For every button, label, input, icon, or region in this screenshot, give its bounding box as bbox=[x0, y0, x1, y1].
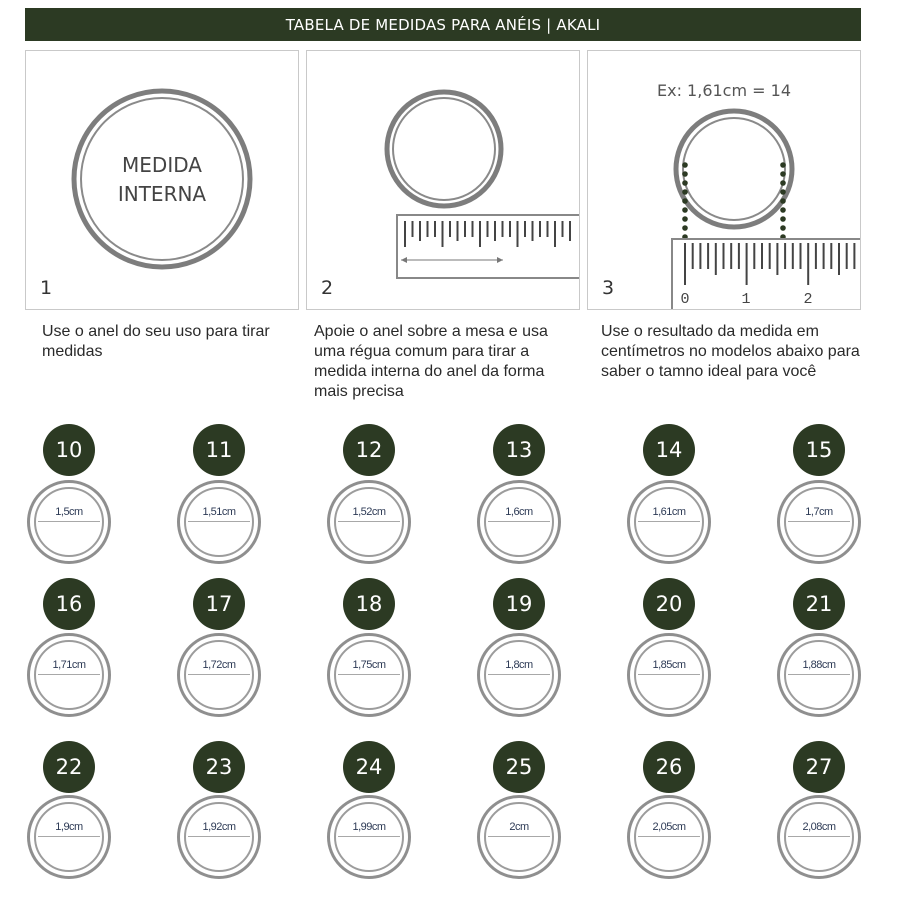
size-ring bbox=[27, 480, 111, 564]
measure-line bbox=[188, 674, 250, 675]
measure-line bbox=[38, 521, 100, 522]
ruler-label-1: 1 bbox=[741, 291, 751, 308]
ring-inner bbox=[184, 640, 254, 710]
size-badge: 20 bbox=[643, 578, 695, 630]
size-badge: 21 bbox=[793, 578, 845, 630]
measure-label: 1,92cm bbox=[202, 821, 236, 833]
size-badge: 10 bbox=[43, 424, 95, 476]
step-number: 3 bbox=[602, 277, 615, 299]
measure-label: 1,75cm bbox=[352, 659, 386, 671]
guide-dot bbox=[682, 189, 688, 195]
measure-line bbox=[338, 521, 400, 522]
guide-dot bbox=[780, 207, 786, 213]
step-1-caption: Use o anel do seu uso para tirar medidas bbox=[42, 323, 270, 360]
page-title: TABELA DE MEDIDAS PARA ANÉIS | AKALI bbox=[285, 15, 601, 34]
measure-label: 1,52cm bbox=[352, 506, 386, 518]
size-badge: 15 bbox=[793, 424, 845, 476]
step-number: 2 bbox=[321, 277, 334, 299]
size-ring bbox=[177, 633, 261, 717]
measure-label: 1,6cm bbox=[505, 506, 533, 518]
size-badge: 19 bbox=[493, 578, 545, 630]
ring-inner bbox=[634, 487, 704, 557]
measure-label: 2,05cm bbox=[652, 821, 686, 833]
size-badge: 23 bbox=[193, 741, 245, 793]
step-3-panel bbox=[587, 50, 861, 310]
size-badge: 13 bbox=[493, 424, 545, 476]
guide-dot bbox=[682, 162, 688, 168]
guide-dot bbox=[780, 162, 786, 168]
size-badge: 11 bbox=[193, 424, 245, 476]
size-ring bbox=[777, 633, 861, 717]
measure-label: 1,61cm bbox=[652, 506, 686, 518]
size-ring bbox=[777, 795, 861, 879]
measure-line bbox=[488, 674, 550, 675]
ring-inner bbox=[634, 802, 704, 872]
measure-line bbox=[788, 836, 850, 837]
size-ring bbox=[627, 795, 711, 879]
measure-line bbox=[38, 674, 100, 675]
guide-dot bbox=[780, 216, 786, 222]
size-ring bbox=[327, 480, 411, 564]
measure-line bbox=[188, 836, 250, 837]
measure-label: 1,7cm bbox=[805, 506, 833, 518]
measure-label: 1,72cm bbox=[202, 659, 236, 671]
inner-label-line-2: INTERNA bbox=[117, 182, 207, 206]
ring-inner bbox=[334, 802, 404, 872]
ring-inner bbox=[484, 640, 554, 710]
measure-line bbox=[638, 674, 700, 675]
measure-line bbox=[338, 674, 400, 675]
measure-line bbox=[488, 836, 550, 837]
measure-line bbox=[488, 521, 550, 522]
size-badge: 17 bbox=[193, 578, 245, 630]
ring-inner bbox=[484, 487, 554, 557]
size-badge: 24 bbox=[343, 741, 395, 793]
ring-inner bbox=[484, 802, 554, 872]
ring-inner bbox=[334, 640, 404, 710]
step-number: 1 bbox=[40, 277, 53, 299]
measure-line bbox=[188, 521, 250, 522]
ring-inner bbox=[334, 487, 404, 557]
measure-label: 2cm bbox=[509, 821, 529, 833]
measure-label: 1,9cm bbox=[55, 821, 83, 833]
measure-label: 1,99cm bbox=[352, 821, 386, 833]
example-text: Ex: 1,61cm = 14 bbox=[657, 81, 791, 100]
ring-inner bbox=[784, 802, 854, 872]
measure-label: 1,51cm bbox=[202, 506, 236, 518]
measure-line bbox=[788, 521, 850, 522]
ring-inner bbox=[34, 640, 104, 710]
size-ring bbox=[177, 795, 261, 879]
size-ring bbox=[777, 480, 861, 564]
size-ring bbox=[477, 795, 561, 879]
size-ring bbox=[177, 480, 261, 564]
measure-label: 1,8cm bbox=[505, 659, 533, 671]
guide-dot bbox=[780, 225, 786, 231]
guide-dot bbox=[682, 198, 688, 204]
guide-dot bbox=[682, 171, 688, 177]
guide-dot bbox=[780, 198, 786, 204]
size-badge: 22 bbox=[43, 741, 95, 793]
ring-inner bbox=[184, 487, 254, 557]
step-2-caption: Apoie o anel sobre a mesa e usa uma régua comum para tirar a medida interna do anel da forma mais precisa bbox=[314, 323, 548, 400]
size-badge: 25 bbox=[493, 741, 545, 793]
step-3-caption: Use o resultado da medida em centímetros no modelos abaixo para saber o tamno ideal para você bbox=[601, 323, 860, 380]
size-ring bbox=[27, 795, 111, 879]
size-badge: 12 bbox=[343, 424, 395, 476]
measure-label: 1,5cm bbox=[55, 506, 83, 518]
inner-label-line-1: MEDIDA bbox=[122, 153, 202, 177]
step-2-panel bbox=[306, 50, 580, 310]
guide-dot bbox=[780, 180, 786, 186]
guide-dot bbox=[780, 189, 786, 195]
size-ring bbox=[627, 633, 711, 717]
ring-inner bbox=[784, 487, 854, 557]
guide-dot bbox=[682, 225, 688, 231]
guide-dot bbox=[682, 180, 688, 186]
ring-inner bbox=[34, 487, 104, 557]
ruler-label-0: 0 bbox=[680, 291, 690, 308]
measure-label: 1,88cm bbox=[802, 659, 836, 671]
size-badge: 27 bbox=[793, 741, 845, 793]
size-ring bbox=[477, 480, 561, 564]
guide-dot bbox=[682, 216, 688, 222]
measure-label: 2,08cm bbox=[802, 821, 836, 833]
measure-line bbox=[638, 836, 700, 837]
ring-inner bbox=[784, 640, 854, 710]
size-ring bbox=[477, 633, 561, 717]
guide-dot bbox=[682, 207, 688, 213]
size-ring bbox=[327, 795, 411, 879]
size-ring bbox=[627, 480, 711, 564]
header-title-bar bbox=[25, 8, 861, 41]
step-1-panel bbox=[25, 50, 299, 310]
measure-line bbox=[38, 836, 100, 837]
size-badge: 26 bbox=[643, 741, 695, 793]
measure-illustration bbox=[588, 51, 860, 309]
size-ring bbox=[27, 633, 111, 717]
size-ring bbox=[327, 633, 411, 717]
size-badge: 14 bbox=[643, 424, 695, 476]
measure-label: 1,85cm bbox=[652, 659, 686, 671]
inner-measure-label bbox=[26, 151, 298, 209]
ring-inner bbox=[34, 802, 104, 872]
measure-line bbox=[788, 674, 850, 675]
guide-dot bbox=[780, 171, 786, 177]
size-badge: 16 bbox=[43, 578, 95, 630]
ruler-illustration bbox=[307, 51, 579, 309]
ring-inner bbox=[184, 802, 254, 872]
ruler-label-2: 2 bbox=[803, 291, 813, 308]
ring-inner bbox=[634, 640, 704, 710]
measure-line bbox=[338, 836, 400, 837]
size-badge: 18 bbox=[343, 578, 395, 630]
measure-line bbox=[638, 521, 700, 522]
measure-label: 1,71cm bbox=[52, 659, 86, 671]
